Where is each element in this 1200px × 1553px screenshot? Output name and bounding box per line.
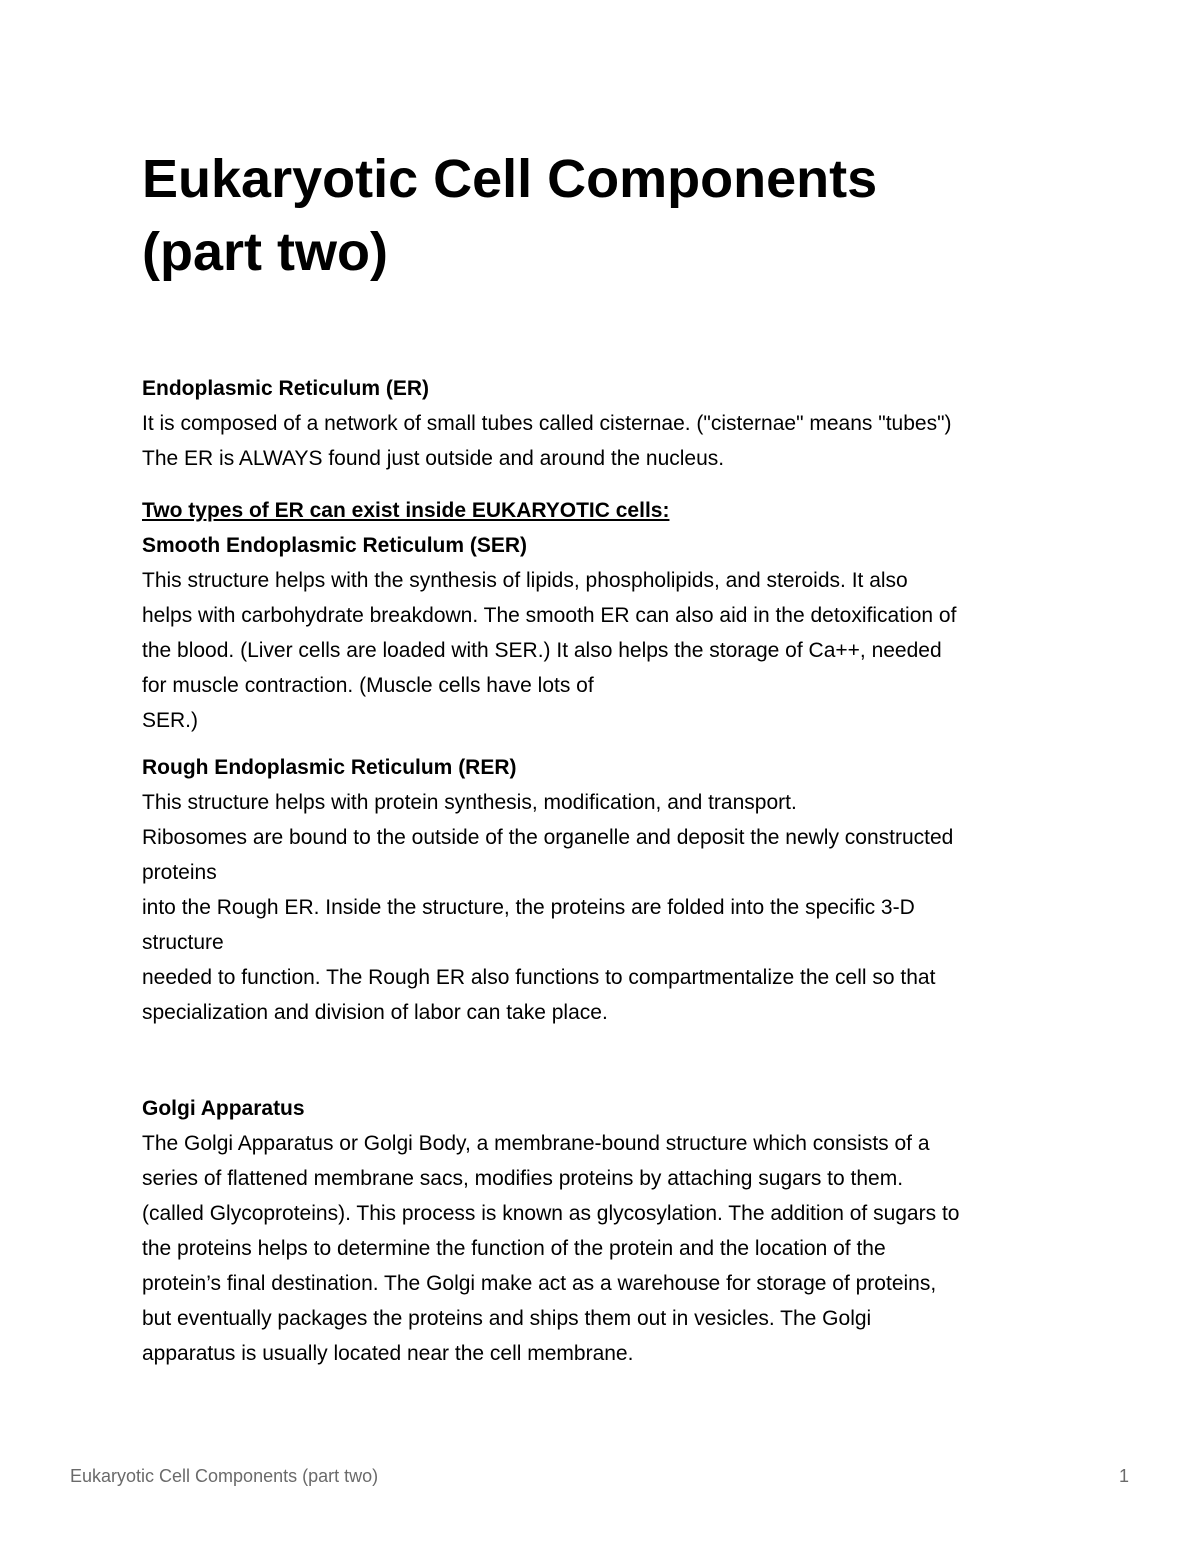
page-number: 1 [1119, 1466, 1130, 1486]
ser-line-2: helps with carbohydrate breakdown. The smooth ER can also aid in the detoxification of [142, 604, 957, 627]
title-line-2: (part two) [142, 222, 388, 282]
golgi-heading: Golgi Apparatus [142, 1097, 305, 1120]
er-line-2: The ER is ALWAYS found just outside and around the nucleus. [142, 447, 725, 470]
rer-heading: Rough Endoplasmic Reticulum (RER) [142, 756, 517, 779]
golgi-line-3: (called Glycoproteins). This process is known as glycosylation. The addition of sugars to [142, 1202, 960, 1225]
golgi-line-5: protein’s final destination. The Golgi make act as a warehouse for storage of proteins, [142, 1272, 937, 1295]
ser-section [142, 528, 1102, 738]
golgi-section [142, 1091, 1102, 1371]
ser-line-4: for muscle contraction. (Muscle cells have lots of [142, 674, 594, 697]
rer-line-7: specialization and division of labor can take place. [142, 1001, 608, 1024]
rer-section [142, 750, 1102, 1030]
page-title [142, 143, 1102, 289]
ser-line-3: the blood. (Liver cells are loaded with SER.) It also helps the storage of Ca++, needed [142, 639, 942, 662]
rer-line-6: needed to function. The Rough ER also functions to compartmentalize the cell so that [142, 966, 936, 989]
rer-line-2: Ribosomes are bound to the outside of the organelle and deposit the newly constructed [142, 826, 954, 849]
er-types-section [142, 493, 1102, 528]
golgi-line-2: series of flattened membrane sacs, modifies proteins by attaching sugars to them. [142, 1167, 904, 1190]
rer-line-4: into the Rough ER. Inside the structure, the proteins are folded into the specific 3-D [142, 896, 915, 919]
rer-line-3: proteins [142, 861, 217, 884]
rer-line-1: This structure helps with protein synthesis, modification, and transport. [142, 791, 797, 814]
golgi-line-4: the proteins helps to determine the function of the protein and the location of the [142, 1237, 886, 1260]
ser-line-1: This structure helps with the synthesis of lipids, phospholipids, and steroids. It also [142, 569, 908, 592]
golgi-line-6: but eventually packages the proteins and ships them out in vesicles. The Golgi [142, 1307, 872, 1330]
footer-title: Eukaryotic Cell Components (part two) [70, 1466, 379, 1486]
er-line-1: It is composed of a network of small tubes called cisternae. ("cisternae" means "tubes") [142, 412, 952, 435]
golgi-line-1: The Golgi Apparatus or Golgi Body, a membrane-bound structure which consists of a [142, 1132, 930, 1155]
ser-line-5: SER.) [142, 709, 199, 732]
rer-line-5: structure [142, 931, 224, 954]
ser-heading: Smooth Endoplasmic Reticulum (SER) [142, 534, 528, 557]
golgi-line-7: apparatus is usually located near the cell membrane. [142, 1342, 634, 1365]
er-types-heading: Two types of ER can exist inside EUKARYOTIC cells: [142, 499, 670, 522]
er-section [142, 371, 1102, 476]
title-line-1: Eukaryotic Cell Components [142, 149, 878, 209]
er-heading: Endoplasmic Reticulum (ER) [142, 377, 430, 400]
